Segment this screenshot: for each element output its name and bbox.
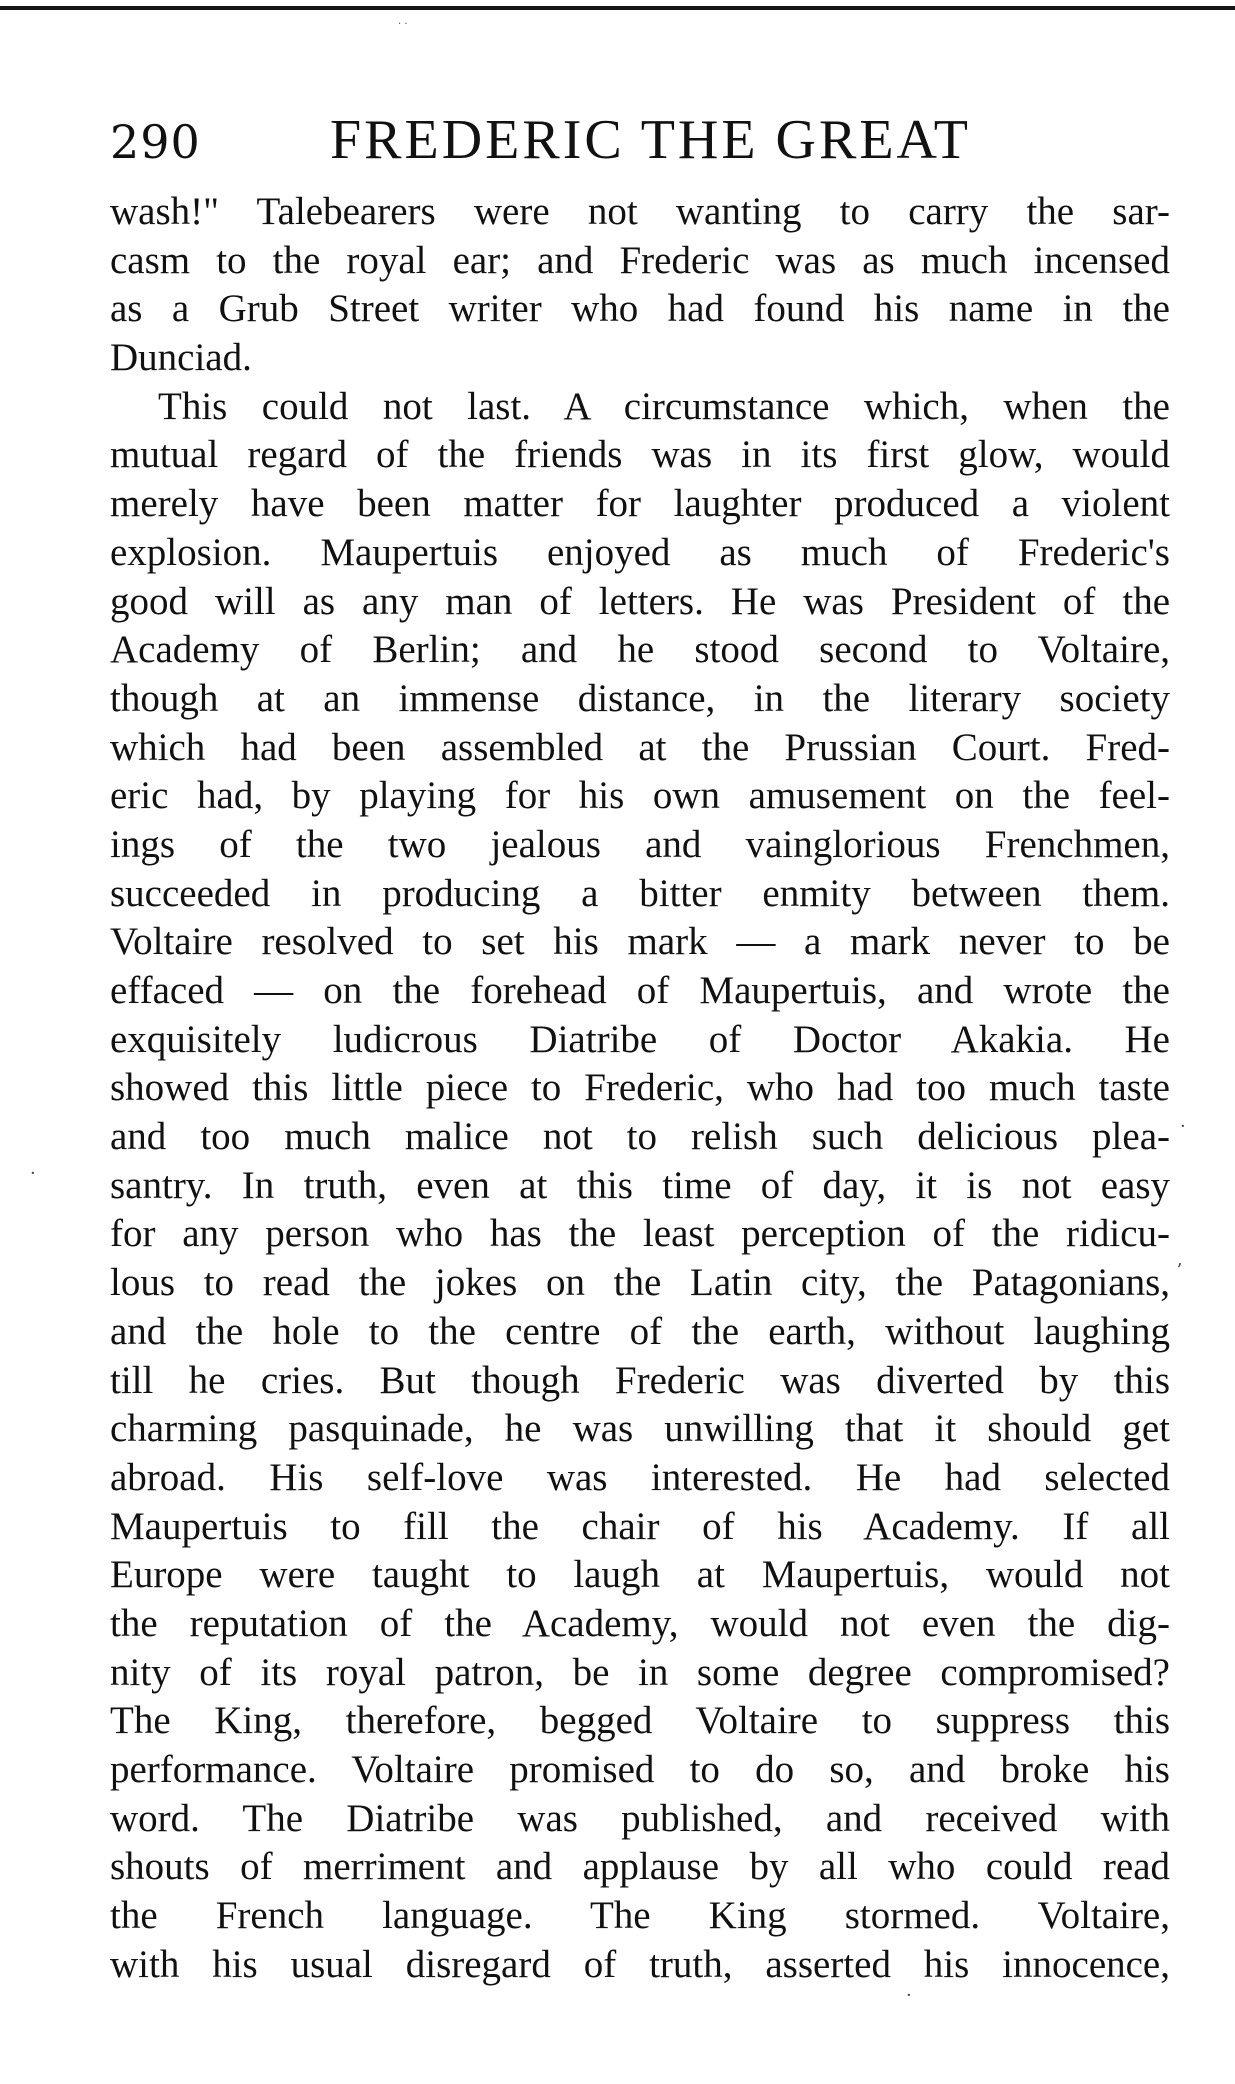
text-line: till he cries. But though Frederic was diverted by this [110, 1358, 1170, 1402]
text-line: showed this little piece to Frederic, who had too much taste [110, 1066, 1170, 1110]
text-line: abroad. His self-love was interested. He had selected [110, 1455, 1170, 1499]
text-line: Dunciad. [110, 336, 252, 380]
text-line: shouts of merriment and applause by all who could read [110, 1845, 1170, 1889]
text-line: word. The Diatribe was published, and received with [110, 1796, 1170, 1840]
text-line: Academy of Berlin; and he stood second to Voltaire, [110, 628, 1170, 672]
text-line: santry. In truth, even at this time of day, it is not easy [110, 1163, 1170, 1207]
text-line: exquisitely ludicrous Diatribe of Doctor Akakia. He [110, 1017, 1170, 1061]
running-title: FREDERIC THE GREAT [330, 109, 971, 171]
text-line: mutual regard of the friends was in its first glow, would [110, 433, 1170, 477]
page-header [110, 108, 1170, 172]
text-line: ings of the two jealous and vainglorious Frenchmen, [110, 822, 1170, 866]
text-line: though at an immense distance, in the literary society [110, 676, 1170, 720]
text-line: lous to read the jokes on the Latin city, the Patagonians, [110, 1261, 1170, 1305]
text-line: Voltaire resolved to set his mark — a mark never to be [110, 920, 1170, 964]
text-line: the French language. The King stormed. Voltaire, [110, 1894, 1170, 1938]
text-line: for any person who has the least perception of the ridicu- [110, 1212, 1170, 1256]
text-line: Maupertuis to fill the chair of his Academy. If all [110, 1504, 1170, 1548]
page-number: 290 [110, 115, 201, 169]
text-line: This could not last. A circumstance which, when the [158, 384, 1170, 428]
margin-speck: · [30, 1163, 36, 1184]
text-line: which had been assembled at the Prussian Court. Fred- [110, 725, 1170, 769]
margin-speck: ʼ [1176, 1260, 1182, 1281]
text-line: explosion. Maupertuis enjoyed as much of Frederic's [110, 530, 1170, 574]
margin-speck: · [1180, 1116, 1186, 1137]
text-line: the reputation of the Academy, would not even the dig- [110, 1601, 1170, 1645]
top-rule [0, 6, 1235, 10]
text-line: performance. Voltaire promised to do so, and broke his [110, 1748, 1170, 1791]
text-line: with his usual disregard of truth, asserted his innocence, [110, 1942, 1170, 1986]
text-line: casm to the royal ear; and Frederic was as much incensed [110, 238, 1170, 282]
text-line: succeeded in producing a bitter enmity between them. [110, 871, 1170, 915]
text-line: merely have been matter for laughter produced a violent [110, 482, 1170, 526]
text-line: wash!" Talebearers were not wanting to carry the sar- [110, 190, 1170, 233]
body-text [110, 188, 1170, 1989]
text-line: Europe were taught to laugh at Maupertuis, would not [110, 1553, 1170, 1597]
text-line: good will as any man of letters. He was President of the [110, 579, 1170, 623]
text-line: nity of its royal patron, be in some degree compromised? [110, 1650, 1170, 1694]
text-line: The King, therefore, begged Voltaire to suppress this [110, 1699, 1170, 1743]
text-line: and the hole to the centre of the earth, without laughing [110, 1309, 1170, 1353]
text-line: effaced — on the forehead of Maupertuis, and wrote the [110, 969, 1170, 1012]
text-line: and too much malice not to relish such delicious plea- [110, 1115, 1170, 1159]
text-line: as a Grub Street writer who had found his name in the [110, 287, 1170, 331]
scan-speck: · · [398, 19, 408, 30]
text-line: eric had, by playing for his own amusement on the feel- [110, 774, 1170, 818]
text-line: charming pasquinade, he was unwilling that it should get [110, 1407, 1170, 1451]
margin-speck: · [906, 1985, 912, 2006]
